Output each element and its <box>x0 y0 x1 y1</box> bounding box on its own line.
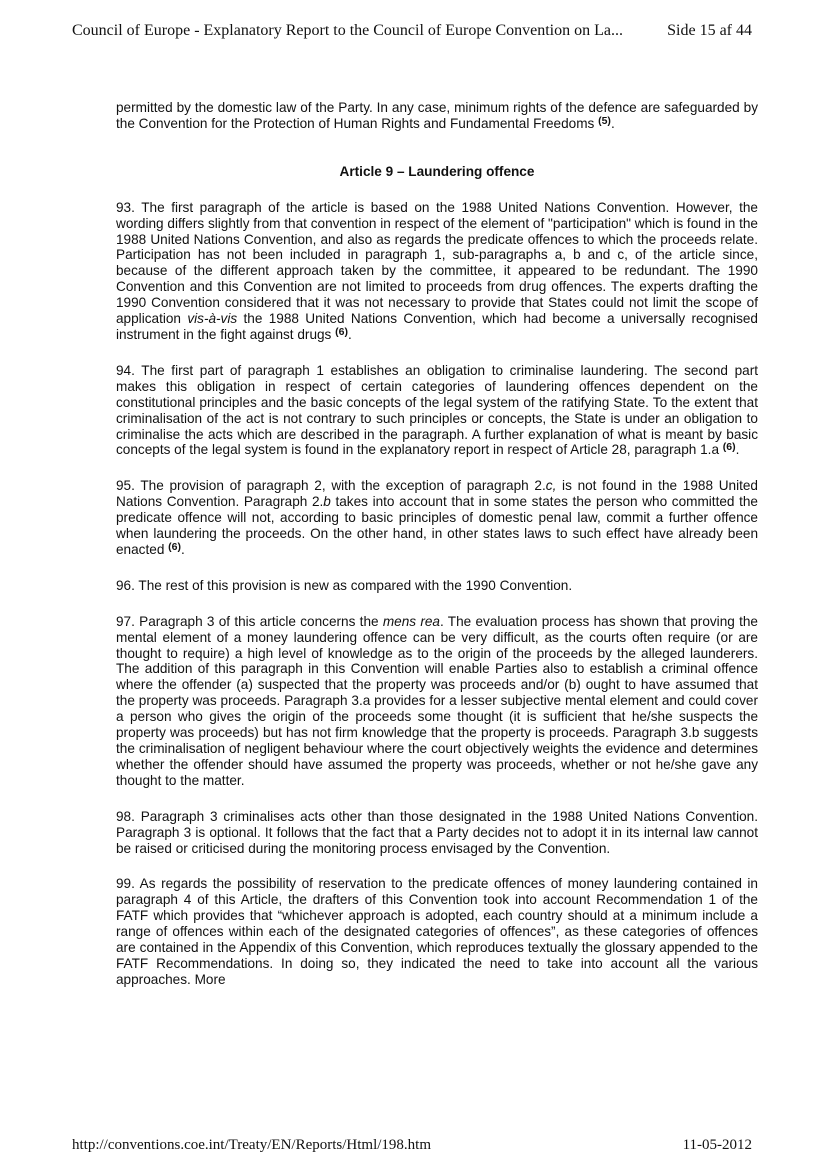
page-header <box>72 22 752 46</box>
source-url: http://conventions.coe.int/Treaty/EN/Reports/Html/198.htm <box>72 1137 432 1153</box>
paragraph-95: 95. The provision of paragraph 2, with the exception of paragraph 2.c, is not found in the 1988 United Nations Convention. Paragraph 2.b takes into account that in some states the person who committed the predicate offence will not, according to basic principles of domestic penal law, commit a further offence when laundering the proceeds. On the other hand, in other states laws to such effect have already been enacted $^{(6)}$. <box>116 478 758 557</box>
article-heading: Article 9 – Laundering offence <box>339 163 535 179</box>
paragraph-98: 98. Paragraph 3 criminalises acts other than those designated in the 1988 United Nations Convention. Paragraph 3 is optional. It follows that the fact that a Party decides not to adopt it in its internal law cannot be raised or criticised during the monitoring process envisaged by the Convention. <box>116 808 758 856</box>
paragraph-93: 93. The first paragraph of the article is based on the 1988 United Nations Convention. However, the wording differs slightly from that convention in respect of the element of "participation" which is found in the 1988 United Nations Convention, and also as regards the predicate offences to which the proceeds relate. Participation has not been included in paragraph 1, sub-paragraphs a, b and c, of the article since, because of the different approach taken by the committee, it appeared to be redundant. The 1990 Convention and this Convention are not limited to proceeds from drug offences. The experts drafting the 1990 Convention considered that it was not necessary to provide that States could not limit the scope of application vis-à-vis the 1988 United Nations Convention, which had become a universally recognised instrument in the fight against drugs $^{(6)}$. <box>116 199 758 342</box>
document-title: Council of Europe - Explanatory Report to the Council of Europe Convention on La... <box>72 22 623 39</box>
footnote-ref[interactable]: (6) <box>722 441 736 454</box>
paragraph-99: 99. As regards the possibility of reservation to the predicate offences of money laundering contained in paragraph 4 of this Article, the drafters of this Convention took into account Recommendation 1 of the FATF which provides that “whichever approach is adopted, each country should at a minimum include a range of offences within each of the designated categories of offences”, as these categories of offences are contained in the Appendix of this Convention, which reproduces textually the glossary appended to the FATF Recommendations. In doing so, they indicated the need to take into account all the various approaches. More <box>116 876 758 987</box>
footnote-ref[interactable]: (6) <box>168 540 181 553</box>
paragraph-96: 96. The rest of this provision is new as compared with the 1990 Convention. <box>116 577 573 593</box>
intro-paragraph: permitted by the domestic law of the Party. In any case, minimum rights of the defence are safeguarded by the Convention for the Protection of Human Rights and Fundamental Freedoms $^{(5)}$. <box>116 100 758 131</box>
footnote-ref[interactable]: (5) <box>598 114 611 127</box>
paragraph-97: 97. Paragraph 3 of this article concerns the mens rea. The evaluation process has shown that proving the mental element of a money laundering offence can be very difficult, as the courts often require (or are thought to require) a high level of knowledge as to the origin of the proceeds by the alleged launderers. The addition of this paragraph in this Convention will enable Parties also to establish a criminal offence where the offender (a) suspected that the property was proceeds and/or (b) ought to have assumed that the property was proceeds. Paragraph 3.a provides for a lesser subjective mental element and could cover a person who gives the origin of the proceeds some thought (it is sufficient that he/she suspects the property was proceeds) but has not firm knowledge that the property is proceeds. Paragraph 3.b suggests the criminalisation of negligent behaviour where the court objectively weights the evidence and determines whether the offender should have assumed the property was proceeds, whether or not he/she gave any thought to the matter. <box>116 613 758 788</box>
page-footer <box>72 1137 752 1154</box>
footnote-ref[interactable]: (6) <box>335 325 348 338</box>
page-counter: Side 15 af 44 <box>667 22 752 39</box>
print-date: 11-05-2012 <box>682 1137 752 1153</box>
report-body <box>116 100 758 1008</box>
paragraph-94: 94. The first part of paragraph 1 establishes an obligation to criminalise laundering. The second part makes this obligation in respect of certain categories of laundering offences dependent on the constitutional principles and the basic concepts of the legal system of the ratifying State. To the extent that criminalisation of the act is not contrary to such principles or concepts, the State is under an obligation to criminalise the acts which are described in the paragraph. A further explanation of what is meant by basic concepts of the legal system is found in the explanatory report in respect of Article 28, paragraph 1.a $^{(6)}$. <box>116 362 758 458</box>
